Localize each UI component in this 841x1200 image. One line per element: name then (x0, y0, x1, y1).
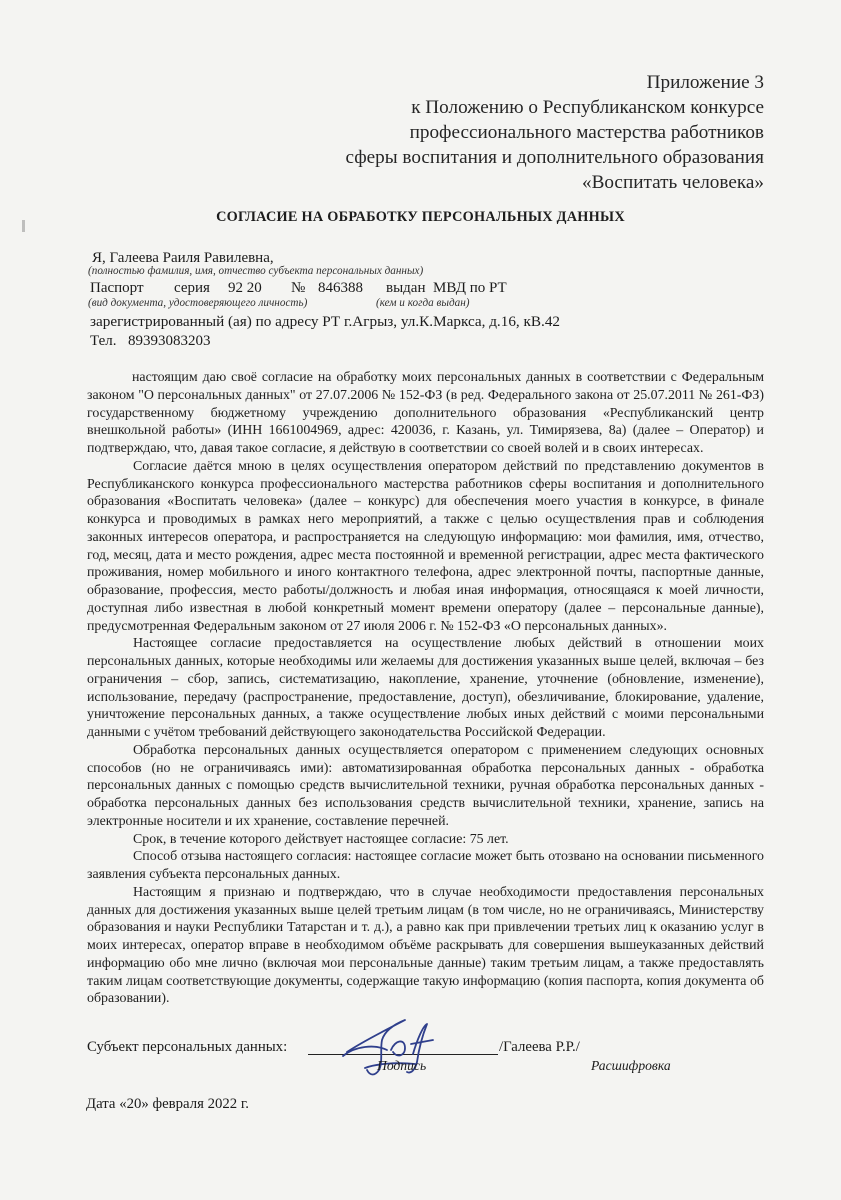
consent-paragraph: настоящим даю своё согласие на обработку моих персональных данных в соответствии с Федеральным законом "О персональных данных" от 27.07.2006 № 152-ФЗ (в ред. Федерального закона от 25.07.2011 № 261-ФЗ) государственному бюджетному учреждению дополнительного образования «Республиканский центр внешкольной работы» (ИНН 1661004969, адрес: 420036, г. Казань, ул. Тимирязева, 8а) (далее – Оператор) и подтверждаю, что, давая такое согласие, я действую в соответствии со своей волей и в своих интересах. (87, 370, 764, 456)
decoded-name: /Галеева Р.Р./ (499, 1039, 580, 1055)
document-date: Дата «20» февраля 2022 г. (86, 1096, 250, 1112)
appendix-contest-name: «Воспитать человека» (581, 172, 764, 193)
document-title: СОГЛАСИЕ НА ОБРАБОТКУ ПЕРСОНАЛЬНЫХ ДАННЫХ (216, 209, 625, 225)
appendix-number: Приложение 3 (646, 72, 764, 93)
consent-paragraph: Настоящим я признаю и подтверждаю, что в случае необходимости предоставления персональных данных для достижения указанных выше целей третьим лицам (в том числе, но не ограничиваясь, Министерству образования и науки Республики Татарстан и т. д.), а равно как при привлечении третьих лиц к оказанию услуг в моих интересах, оператор вправе в необходимом объёме раскрывать для совершения вышеуказанных действий информацию обо мне лично (включая мои персональные данные) таким третьим лицам, а также предоставлять таким лицам соответствующие документы, содержащие такую информацию (копия паспорта, копия документа об образовании). (87, 884, 764, 1007)
decoding-caption: Расшифровка (591, 1058, 671, 1073)
subject-name: Я, Галеева Раиля Равилевна, (92, 250, 274, 266)
phone-label: Тел. (90, 333, 117, 349)
signature-stroke (391, 1041, 405, 1055)
registration-address: зарегистрированный (ая) по адресу РТ г.Агрыз, ул.К.Маркса, д.16, кВ.42 (90, 313, 561, 330)
consent-paragraph: Настоящее согласие предоставляется на осуществление любых действий в отношении моих персональных данных, которые необходимы или желаемы для достижения указанных выше целей, включая – без ограничения – сбор, запись, систематизацию, накопление, хранение, уточнение (обновление, изменение), использование, передачу (распространение, предоставление, доступ), обезличивание, блокирование, удаление, уничтожение персональных данных, а также осуществление любых иных действий с моими персональными данными с учётом требований действующего законодательства Российской Федерации. (87, 636, 764, 740)
issued-by: МВД по РТ (433, 280, 507, 296)
subject-name-caption: (полностью фамилия, имя, отчество субъекта персональных данных) (88, 265, 424, 277)
appendix-line: к Положению о Республиканском конкурсе (411, 97, 764, 118)
appendix-line: профессионального мастерства работников (409, 122, 764, 143)
issued-caption: (кем и когда выдан) (376, 297, 470, 309)
consent-paragraph: Способ отзыва настоящего согласия: настоящее согласие может быть отозвано на основании письменного заявления субъекта персональных данных. (87, 849, 764, 882)
consent-body (87, 369, 764, 1008)
number-value: 846388 (318, 280, 363, 296)
consent-paragraph: Срок, в течение которого действует настоящее согласие: 75 лет. (133, 831, 509, 847)
appendix-header (244, 70, 764, 195)
signature-caption: Подпись (377, 1058, 427, 1073)
phone-number: 89393083203 (128, 333, 211, 349)
signature-label: Субъект персональных данных: (87, 1039, 288, 1055)
appendix-line: сферы воспитания и дополнительного образования (345, 147, 764, 168)
series-label: серия (174, 280, 210, 296)
consent-paragraph: Обработка персональных данных осуществляется оператором с применением следующих основных способов (но не ограничиваясь ими): автоматизированная обработка персональных данных - обработка персональных данных с помощью средств вычислительной техники, ручная обработка персональных данных - обработка персональных данных без использования средств вычислительной техники, хранение, запись на электронные носители и их хранение, составление перечней. (87, 742, 764, 829)
document-caption: (вид документа, удостоверяющего личность) (88, 297, 308, 309)
series-value: 92 20 (228, 280, 262, 296)
number-label: № (291, 280, 306, 296)
document-type: Паспорт (90, 280, 144, 296)
issued-label: выдан (386, 280, 426, 296)
consent-paragraph: Согласие даётся мною в целях осуществления оператором действий по представлению документов в Республиканского конкурса профессионального мастерства работников сферы воспитания и дополнительного образования «Воспитать человека» (далее – конкурс) для обеспечения моего участия в конкурсе, в финале конкурса и проводимых в рамках него мероприятий, а также с целью осуществления прав и соблюдения законных интересов оператора, и распространяется на следующую информацию: мои фамилия, имя, отчество, год, месяц, дата и место рождения, адрес места постоянной и временной регистрации, адрес места фактического проживания, номер мобильного и иного контактного телефона, адрес электронной почты, паспортные данные, образование, профессия, место работы/должность и любая иная информация, относящаяся к моей личности, доступная либо известная в любой конкретный момент времени оператору (далее – персональные данные), предусмотренная Федеральным законом от 27 июля 2006 г. № 152-ФЗ «О персональных данных». (87, 458, 764, 634)
